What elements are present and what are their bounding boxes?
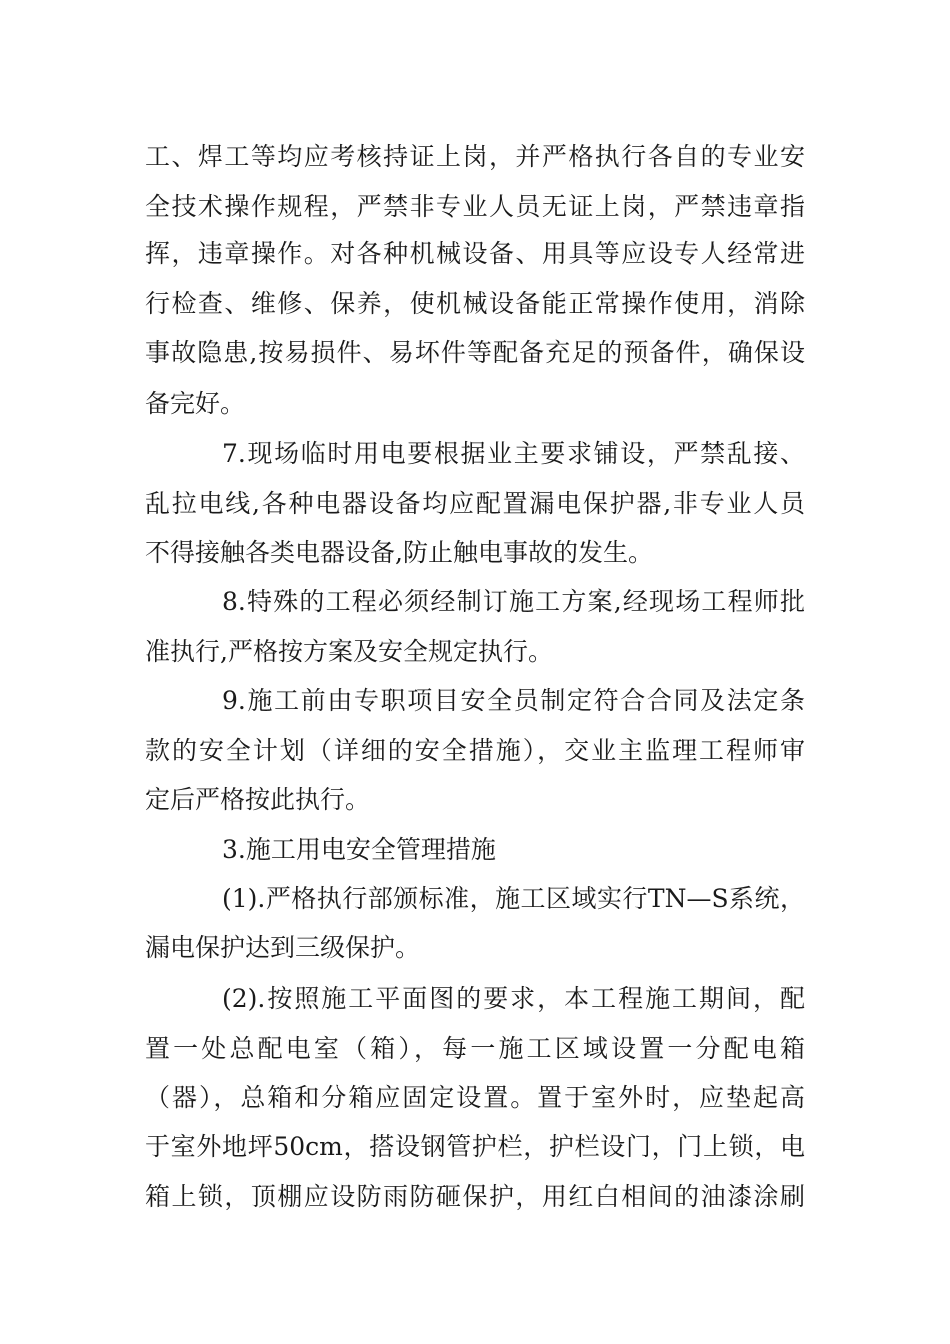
paragraph-line: 乱拉电线,各种电器设备均应配置漏电保护器,非专业人员 [145,489,805,518]
paragraph-line: 行检查、维修、保养，使机械设备能正常操作使用，消除 [145,289,805,318]
list-item-7: 7.现场临时用电要根据业主要求铺设，严禁乱接、 [222,439,805,468]
paragraph-line: 置一处总配电室（箱），每一施工区域设置一分配电箱 [145,1034,805,1063]
paragraph-line: 全技术操作规程，严禁非专业人员无证上岗，严禁违章指 [145,192,805,221]
list-item-8: 8.特殊的工程必须经制订施工方案,经现场工程师批 [222,587,805,616]
paragraph-line: 定后严格按此执行。 [145,785,371,814]
paragraph-line: 于室外地坪50cm，搭设钢管护栏，护栏设门，门上锁，电 [145,1132,805,1161]
paragraph-line: 挥，违章操作。对各种机械设备、用具等应设专人经常进 [145,239,805,268]
list-item-9: 9.施工前由专职项目安全员制定符合合同及法定条 [222,686,805,715]
paragraph-line: 备完好。 [145,389,246,418]
section-heading: 3.施工用电安全管理措施 [222,835,496,864]
list-item-2: (2).按照施工平面图的要求，本工程施工期间，配 [222,984,805,1013]
paragraph-line: 工、焊工等均应考核持证上岗，并严格执行各自的专业安 [145,142,805,171]
paragraph-line: 不得接触各类电器设备,防止触电事故的发生。 [145,538,653,567]
paragraph-line: 款的安全计划（详细的安全措施），交业主监理工程师审 [145,736,805,765]
paragraph-line: （器），总箱和分箱应固定设置。置于室外时，应垫起高 [145,1083,805,1112]
paragraph-line: 箱上锁，顶棚应设防雨防砸保护，用红白相间的油漆涂刷 [145,1182,805,1211]
paragraph-line: 漏电保护达到三级保护。 [145,933,421,962]
list-item-1: (1).严格执行部颁标准，施工区域实行TN—S系统， [222,884,805,913]
paragraph-line: 事故隐患,按易损件、易坏件等配备充足的预备件，确保设 [145,338,805,367]
paragraph-line: 准执行,严格按方案及安全规定执行。 [145,637,553,666]
